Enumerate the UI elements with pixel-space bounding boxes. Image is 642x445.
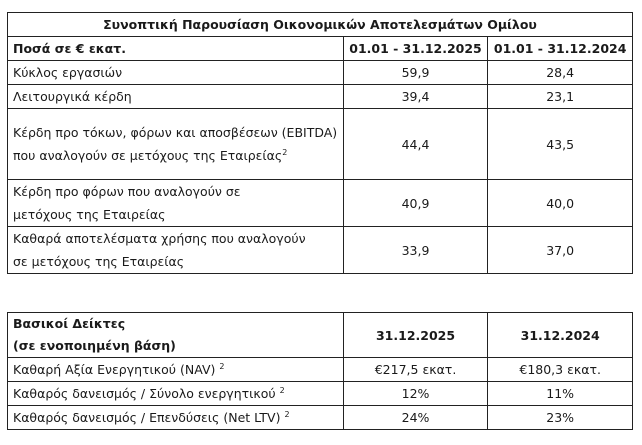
header-col-2025: 01.01 - 31.12.2025 [343, 37, 488, 61]
row-label-text: Καθαρή Αξία Ενεργητικού (NAV) [13, 362, 216, 377]
row-label [8, 109, 344, 180]
row-label [8, 227, 344, 274]
table-row [8, 85, 633, 109]
header-col-2024: 01.01 - 31.12.2024 [488, 37, 633, 61]
header-label [8, 313, 344, 358]
header-label-line2: (σε ενοποιημένη βάση) [13, 338, 176, 353]
value-2024: 23,1 [488, 85, 633, 109]
value-2024: €180,3 εκατ. [488, 358, 633, 382]
header-label: Ποσά σε € εκατ. [8, 37, 344, 61]
table-title: Συνοπτική Παρουσίαση Οικονομικών Αποτελεσμάτων Ομίλου [8, 13, 633, 37]
header-col-2024: 31.12.2024 [488, 313, 633, 358]
value-2025: 39,4 [343, 85, 488, 109]
value-2025: 12% [343, 382, 488, 406]
value-2025: €217,5 εκατ. [343, 358, 488, 382]
value-2025: 24% [343, 406, 488, 430]
footnote-marker: 2 [282, 147, 288, 157]
row-label [8, 85, 344, 109]
value-2025: 59,9 [343, 61, 488, 85]
key-indicators-table [7, 312, 633, 430]
value-2024: 23% [488, 406, 633, 430]
table-header-row [8, 37, 633, 61]
row-label-text: Κέρδη προ φόρων που αναλογούν σε μετόχους της Εταιρείας [13, 184, 241, 222]
value-2024: 40,0 [488, 180, 633, 227]
row-label [8, 406, 344, 430]
row-label-text: Καθαρός δανεισμός / Σύνολο ενεργητικού [13, 386, 276, 401]
value-2024: 43,5 [488, 109, 633, 180]
value-2024: 37,0 [488, 227, 633, 274]
table-header-row [8, 313, 633, 358]
row-label [8, 382, 344, 406]
row-label [8, 61, 344, 85]
table-row [8, 61, 633, 85]
table-row [8, 227, 633, 274]
value-2025: 44,4 [343, 109, 488, 180]
value-2024: 28,4 [488, 61, 633, 85]
table-title-row [8, 13, 633, 37]
value-2024: 11% [488, 382, 633, 406]
value-2025: 40,9 [343, 180, 488, 227]
footnote-marker: 2 [219, 361, 225, 371]
header-col-2025: 31.12.2025 [343, 313, 488, 358]
table-row [8, 109, 633, 180]
row-label-text: Καθαρός δανεισμός / Επενδύσεις (Net LTV) [13, 410, 281, 425]
value-2025: 33,9 [343, 227, 488, 274]
row-label-text: Κέρδη προ τόκων, φόρων και αποσβέσεων (EBITDA) που αναλογούν σε μετόχους της Εταιρείας [13, 125, 338, 163]
row-label-text: Λειτουργικά κέρδη [13, 89, 132, 104]
financial-results-table [7, 12, 633, 274]
footnote-marker: 2 [279, 385, 285, 395]
table-row [8, 180, 633, 227]
header-label-line1: Βασικοί Δείκτες [13, 316, 126, 331]
table-row [8, 406, 633, 430]
row-label-text: Κύκλος εργασιών [13, 65, 123, 80]
table-row [8, 382, 633, 406]
row-label [8, 358, 344, 382]
footnote-marker: 2 [284, 409, 290, 419]
table-row [8, 358, 633, 382]
row-label [8, 180, 344, 227]
row-label-text: Καθαρά αποτελέσματα χρήσης που αναλογούν σε μετόχους της Εταιρείας [13, 231, 306, 269]
